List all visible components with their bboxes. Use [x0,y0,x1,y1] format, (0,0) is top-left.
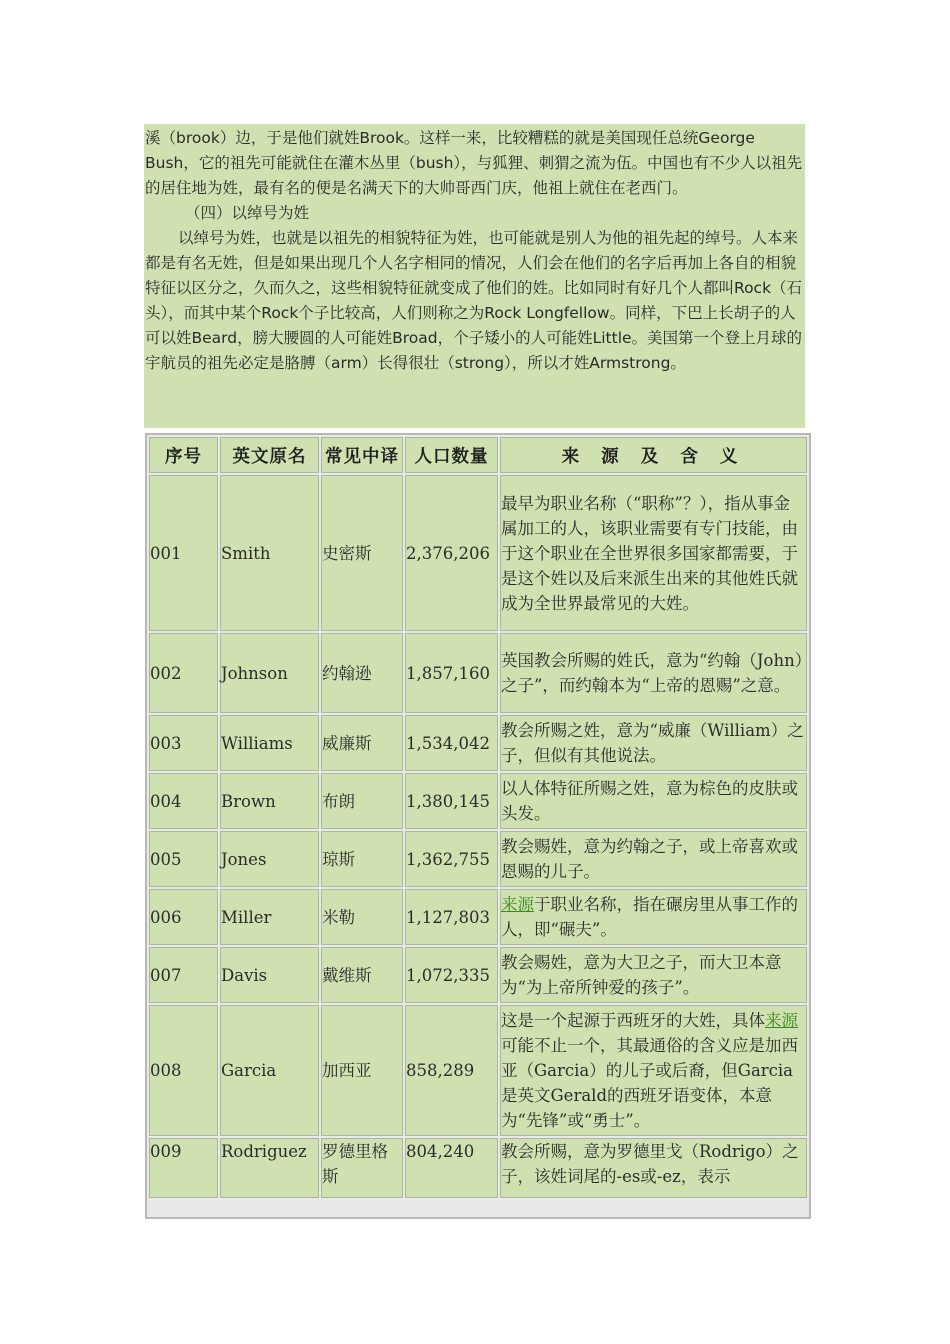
cell-english-name: Brown [220,773,319,829]
cell-number: 003 [149,715,218,771]
cell-number: 002 [149,633,218,713]
table-row [149,633,807,713]
header-english-name: 英文原名 [220,437,319,473]
cell-english-name: Davis [220,947,319,1003]
cell-english-name: Rodriguez [220,1138,319,1198]
cell-chinese-name: 布朗 [321,773,403,829]
table-row [149,773,807,829]
table-header-row [149,437,807,473]
header-population: 人口数量 [405,437,498,473]
surname-table-frame [145,433,811,1219]
cell-english-name: Williams [220,715,319,771]
origin-text: 可能不止一个，其最通俗的含义应是加西亚（Garcia）的儿子或后裔，但Garcia是英文Gerald的西班牙语变体，本意为“先锋”或“勇士”。 [501,1036,798,1130]
cell-chinese-name: 史密斯 [321,475,403,631]
cell-origin: 英国教会所赐的姓氏，意为“约翰（John）之子”，而约翰本为“上帝的恩赐”之意。 [500,633,807,713]
cell-population: 2,376,206 [405,475,498,631]
origin-text: 于职业名称，指在碾房里从事工作的人，即“碾夫”。 [501,895,798,939]
origin-link[interactable]: 来源 [501,895,534,914]
table-row [149,475,807,631]
cell-origin [500,889,807,945]
cell-number: 001 [149,475,218,631]
table-row [149,947,807,1003]
section-heading-nickname: （四）以绰号为姓 [185,204,310,222]
table-row [149,889,807,945]
cell-origin: 以人体特征所赐之姓，意为棕色的皮肤或头发。 [500,773,807,829]
cell-chinese-name: 约翰逊 [321,633,403,713]
table-row [149,1005,807,1136]
table-row [149,1138,807,1198]
cell-number: 006 [149,889,218,945]
cell-chinese-name: 琼斯 [321,831,403,887]
cell-origin: 教会赐姓，意为约翰之子，或上帝喜欢或恩赐的儿子。 [500,831,807,887]
cell-population: 858,289 [405,1005,498,1136]
cell-number: 009 [149,1138,218,1198]
cell-origin [500,1005,807,1136]
cell-english-name: Jones [220,831,319,887]
intro-paragraph-2: 以绰号为姓，也就是以祖先的相貌特征为姓，也可能就是别人为他的祖先起的绰号。人本来都是有名无姓，但是如果出现几个人名字相同的情况，人们会在他们的名字后再加上各自的相貌特征以区分之，久而久之，这些相貌特征就变成了他们的姓。比如同时有好几个人都叫Rock（石头），而其中某个Rock个子比较高，人们则称之为Rock Longfellow。同样，下巴上长胡子的人可以姓Beard，膀大腰圆的人可能姓Broad，个子矮小的人可能姓Little。美国第一个登上月球的宇航员的祖先必定是胳膊（arm）长得很壮（strong），所以才姓Armstrong。 [145,229,803,372]
cell-origin: 教会赐姓，意为大卫之子，而大卫本意为“为上帝所钟爱的孩子”。 [500,947,807,1003]
header-number: 序号 [149,437,218,473]
intro-text-block [144,124,805,428]
cell-origin: 教会所赐之姓，意为“威廉（William）之子，但似有其他说法。 [500,715,807,771]
cell-population: 1,857,160 [405,633,498,713]
cell-english-name: Miller [220,889,319,945]
origin-text: 这是一个起源于西班牙的大姓，具体 [501,1011,765,1030]
table-row [149,715,807,771]
cell-number: 004 [149,773,218,829]
cell-population: 1,072,335 [405,947,498,1003]
cell-origin: 教会所赐，意为罗德里戈（Rodrigo）之子，该姓词尾的-es或-ez，表示 [500,1138,807,1198]
cell-number: 005 [149,831,218,887]
cell-population: 1,534,042 [405,715,498,771]
cell-english-name: Garcia [220,1005,319,1136]
cell-english-name: Smith [220,475,319,631]
cell-population: 804,240 [405,1138,498,1198]
surname-table [147,435,809,1200]
cell-chinese-name: 威廉斯 [321,715,403,771]
cell-population: 1,380,145 [405,773,498,829]
cell-number: 008 [149,1005,218,1136]
origin-link[interactable]: 来源 [765,1011,798,1030]
cell-chinese-name: 戴维斯 [321,947,403,1003]
header-origin-meaning: 来 源 及 含 义 [500,437,807,473]
table-row [149,831,807,887]
cell-chinese-name: 米勒 [321,889,403,945]
cell-population: 1,127,803 [405,889,498,945]
cell-chinese-name: 加西亚 [321,1005,403,1136]
cell-chinese-name: 罗德里格斯 [321,1138,403,1198]
cell-origin: 最早为职业名称（“职称”？），指从事金属加工的人，该职业需要有专门技能，由于这个职业在全世界很多国家都需要，于是这个姓以及后来派生出来的其他姓氏就成为全世界最常见的大姓。 [500,475,807,631]
header-chinese-translation: 常见中译 [321,437,403,473]
intro-paragraph-1: 溪（brook）边，于是他们就姓Brook。这样一来，比较糟糕的就是美国现任总统George Bush，它的祖先可能就住在灌木丛里（bush），与狐狸、刺猬之流为伍。中国也有不少人以祖先的居住地为姓，最有名的便是名满天下的大帅哥西门庆，他祖上就住在老西门。 [145,129,803,197]
cell-number: 007 [149,947,218,1003]
cell-population: 1,362,755 [405,831,498,887]
cell-english-name: Johnson [220,633,319,713]
